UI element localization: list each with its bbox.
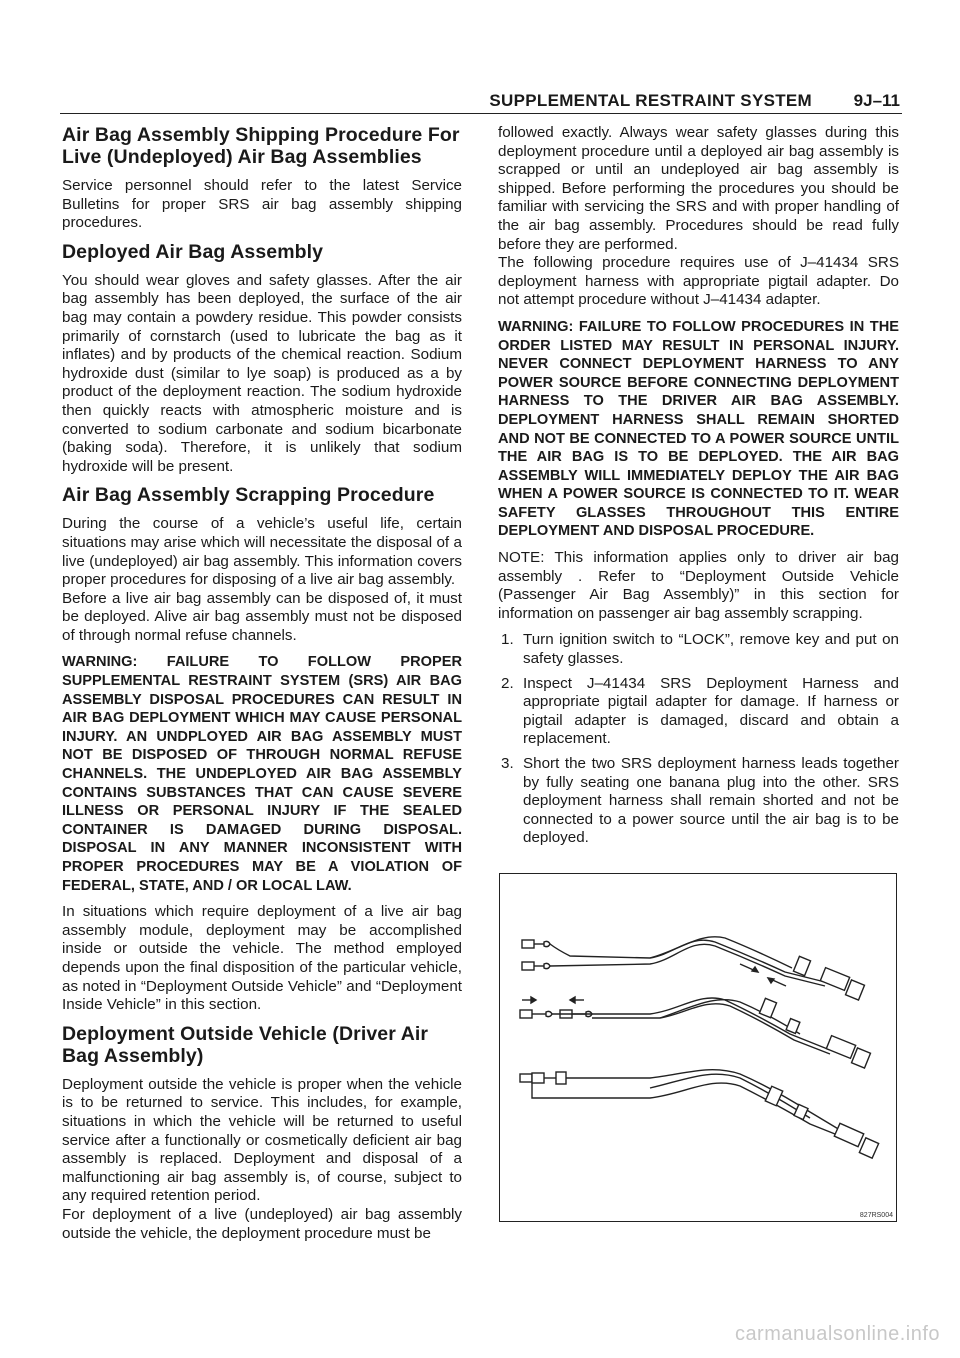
harness-middle [520, 997, 870, 1068]
paragraph-deployment-methods: In situations which require deployment of a live air bag assembly module, deployment may be accomplished inside or outside the vehicle. The method employed depends upon the final disposition of the particular vehicle, as noted in “Deployment Outside Vehicle” and “Deployment Inside Vehicle” in this section. [62, 903, 462, 1014]
heading-scrapping-procedure: Air Bag Assembly Scrapping Procedure [62, 484, 435, 507]
step-text: Inspect J–41434 SRS Deployment Harness and appropriate pigtail adapter for damage. If harness or pigtail adapter is damaged, discard and obtain a replacement. [523, 674, 899, 748]
step-item [498, 631, 899, 668]
left-column [62, 124, 462, 1251]
watermark: carmanualsonline.info [734, 1323, 940, 1345]
warning-order: WARNING: FAILURE TO FOLLOW PROCEDURES IN THE ORDER LISTED MAY RESULT IN PERSONAL INJURY. NEVER CONNECT DEPLOYMENT HARNESS TO ANY POWER SOURCE BEFORE CONNECTING DEPLOYMENT HARNESS TO THE DRIVER AIR BAG ASSEMBLY. DEPLOYMENT HARNESS SHALL REMAIN SHORTED AND NOT BE CONNECTED TO A POWER SOURCE UNTIL THE AIR BAG IS TO BE DEPLOYED. THE AIR BAG ASSEMBLY WILL IMMEDIATELY DEPLOY THE AIR BAG WHEN A POWER SOURCE IS CONNECTED TO IT. WEAR SAFETY GLASSES THROUGHOUT THIS ENTIRE DEPLOYMENT AND DISPOSAL PROCEDURE. [498, 318, 899, 540]
section-title: SUPPLEMENTAL RESTRAINT SYSTEM [489, 91, 812, 110]
note-driver-only: NOTE: This information applies only to driver air bag assembly . Refer to “Deployment Outside Vehicle (Passenger Air Bag Assembly)” in this section for information on passenger air bag assembly scrapping. [498, 549, 899, 622]
step-text: Short the two SRS deployment harness leads together by fully seating one banana plug into the other. SRS deployment harness shall remain shorted and not be connected to a power source until the air bag is to be deployed. [523, 755, 899, 847]
paragraph-scrapping-1: During the course of a vehicle’s useful life, certain situations may arise which will necessitate the disposal of a live (undeployed) air bag assembly. This information covers proper procedures for disposing of a live air bag assembly. [62, 515, 462, 589]
right-column [498, 124, 899, 854]
harness-illustration [499, 873, 897, 1222]
figure-reference: 827RS004 [859, 1212, 893, 1219]
heading-deployed-air-bag: Deployed Air Bag Assembly [62, 240, 324, 263]
harness-top [522, 937, 864, 1000]
step-item [498, 675, 899, 749]
procedure-steps [498, 631, 899, 848]
deployment-harness-drawing [500, 874, 895, 1220]
step-item [498, 755, 899, 848]
page-header [60, 91, 902, 114]
heading-deployment-outside: Deployment Outside Vehicle (Driver Air Bag Assembly) [62, 1022, 429, 1067]
step-number: 2. [501, 674, 514, 692]
paragraph-deployed: You should wear gloves and safety glasses. After the air bag assembly has been deployed, the surface of the air bag may contain a powdery residue. This powder consists primarily of cornstarch (used to lubricate the bag as it inflates) and by products of the chemical reaction. Sodium hydroxide dust (similar to lye soap) is produced as a by product of the deployment reaction. The sodium hydroxide then quickly reacts with atmospheric moisture and is converted to sodium carbonate and sodium bicarbonate (baking soda). Therefore, it is unlikely that sodium hydroxide will be present. [62, 271, 462, 475]
warning-disposal: WARNING: FAILURE TO FOLLOW PROPER SUPPLEMENTAL RESTRAINT SYSTEM (SRS) AIR BAG ASSEMBLY DISPOSAL PROCEDURES CAN RESULT IN AIR BAG DEPLOYMENT WHICH MAY CAUSE PERSONAL INJURY. AN UNDPLOYED AIR BAG ASSEMBLY MUST NOT BE DISPOSED OF THROUGH NORMAL REFUSE CHANNELS. THE UNDEPLOYED AIR BAG ASSEMBLY CONTAINS SUBSTANCES THAT CAN CAUSE SEVERE ILLNESS OR PERSONAL INJURY IF THE SEALED CONTAINER IS DAMAGED DURING DISPOSAL. DISPOSAL IN ANY MANNER INCONSISTENT WITH PROPER PROCEDURES MAY BE A VIOLATION OF FEDERAL, STATE, AND / OR LOCAL LAW. [62, 654, 462, 894]
harness-bottom [520, 1070, 879, 1158]
paragraph-continued: followed exactly. Always wear safety glasses during this deployment procedure until a deployed air bag assembly is scrapped or until an undeployed air bag assembly is shipped. Before performing the procedures you should be familiar with servicing the SRS and with proper handling of the air bag assembly. Procedures should be read fully before they are performed. [498, 124, 899, 253]
paragraph-outside-2: For deployment of a live (undeployed) air bag assembly outside the vehicle, the deployment procedure must be [62, 1205, 462, 1242]
paragraph-harness-requirement: The following procedure requires use of J–41434 SRS deployment harness with appropriate pigtail adapter. Do not attempt procedure without J–41434 adapter. [498, 254, 899, 309]
paragraph-outside-1: Deployment outside the vehicle is proper when the vehicle is to be returned to service. This includes, for example, situations in which the vehicle will be returned to useful service after a functionally or cosmetically deficient air bag assembly is replaced. Deployment and disposal of a malfunctioning air bag assembly is, of course, subject to any required retention period. [62, 1075, 462, 1205]
paragraph-shipping: Service personnel should refer to the latest Service Bulletins for proper SRS air bag assembly shipping procedures. [62, 177, 462, 232]
paragraph-scrapping-2: Before a live air bag assembly can be disposed of, it must be deployed. Alive air bag assembly must not be disposed of through normal refuse channels. [62, 589, 462, 644]
page-number: 9J–11 [853, 91, 900, 110]
step-number: 1. [501, 631, 514, 649]
step-text: Turn ignition switch to “LOCK”, remove key and put on safety glasses. [523, 631, 899, 668]
step-number: 3. [501, 755, 514, 772]
heading-shipping-procedure: Air Bag Assembly Shipping Procedure For Live (Undeployed) Air Bag Assemblies [62, 124, 460, 168]
